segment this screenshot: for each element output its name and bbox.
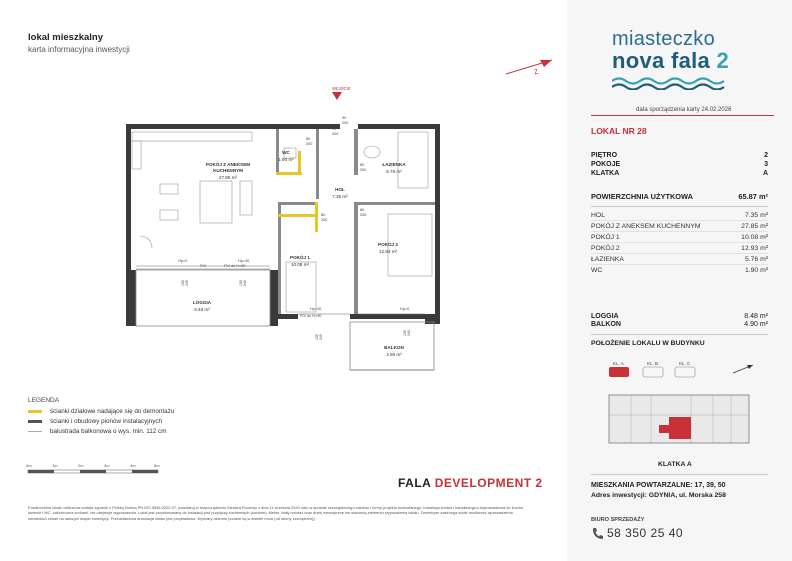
address: Adres inwestycji: GDYNIA, ul. Morska 258: [591, 492, 726, 499]
svg-text:WEJŚCIE: WEJŚCIE: [332, 86, 351, 91]
svg-text:80: 80: [360, 163, 365, 167]
logo-number: 2: [716, 48, 730, 73]
svg-text:200: 200: [342, 121, 349, 125]
svg-text:80: 80: [306, 137, 311, 141]
legend-item: ścianki i obudowy pionów instalacyjnych: [28, 418, 162, 425]
svg-text:FIX: FIX: [200, 264, 206, 268]
apartment-highlight: [669, 417, 691, 439]
svg-text:200: 200: [321, 218, 328, 222]
sales-office-label: BIURO SPRZEDAŻY: [591, 517, 645, 523]
room-row: HOL 7.35 m²: [591, 212, 768, 219]
svg-text:27.85 m²: 27.85 m²: [218, 175, 238, 180]
svg-text:155: 155: [403, 330, 407, 336]
klatka-a-marker: [609, 367, 629, 377]
svg-text:FIX do H=90: FIX do H=90: [224, 264, 246, 268]
entrance-arrow-icon: [332, 92, 342, 100]
svg-text:POKÓJ Z ANEKSEM: POKÓJ Z ANEKSEM: [205, 162, 251, 167]
svg-text:POKÓJ 1: POKÓJ 1: [290, 255, 310, 260]
svg-text:Hp=0: Hp=0: [178, 259, 188, 263]
svg-text:80: 80: [321, 213, 326, 217]
room-row: WC 1.90 m²: [591, 267, 768, 274]
logo-waves-icon: [612, 76, 732, 90]
svg-text:POKÓJ 2: POKÓJ 2: [378, 242, 398, 247]
svg-text:90: 90: [342, 116, 347, 120]
svg-text:80: 80: [360, 208, 365, 212]
svg-text:Hp=30: Hp=30: [238, 259, 250, 263]
svg-text:245: 245: [185, 280, 189, 286]
similar-apartments: MIESZKANIA POWTARZALNE: 17, 39, 50: [591, 482, 726, 489]
svg-text:LOGGIA: LOGGIA: [192, 300, 212, 305]
date-label: data sporządzenia karty 24.02.2026: [636, 107, 732, 113]
room-row: POKÓJ 1 10.08 m²: [591, 234, 768, 241]
logo-text-top: miasteczko: [612, 28, 716, 50]
svg-text:5.76 m²: 5.76 m²: [386, 169, 402, 174]
legend-swatch: [28, 431, 42, 432]
location-caption: KLATKA A: [658, 461, 692, 468]
svg-text:12.93 m²: 12.93 m²: [378, 249, 398, 254]
legend-swatch: [28, 410, 42, 413]
legend-swatch: [28, 420, 42, 423]
svg-text:155: 155: [181, 280, 185, 286]
svg-text:10.08 m²: 10.08 m²: [290, 262, 310, 267]
location-title: POŁOŻENIE LOKALU W BUDYNKU: [591, 340, 705, 347]
svg-text:KUCHENNYM: KUCHENNYM: [213, 168, 243, 173]
lokal-number: LOKAL NR 28: [591, 126, 647, 136]
legend-item: balustrada balkonowa o wys. min. 112 cm: [28, 428, 166, 435]
svg-text:245: 245: [407, 330, 411, 336]
svg-text:200: 200: [332, 132, 339, 136]
room-row: POKÓJ 2 12.93 m²: [591, 245, 768, 252]
document-title: lokal mieszkalny: [28, 32, 103, 43]
svg-text:KL. C: KL. C: [679, 361, 691, 366]
divider: [591, 334, 768, 335]
svg-text:4m: 4m: [130, 463, 136, 468]
svg-text:8.48 m²: 8.48 m²: [194, 307, 210, 312]
svg-text:90: 90: [332, 127, 337, 131]
svg-text:1m: 1m: [52, 463, 58, 468]
svg-text:200: 200: [360, 168, 367, 172]
building-location-map: [591, 355, 768, 455]
compass-icon: [500, 52, 560, 82]
svg-text:0m: 0m: [26, 463, 32, 468]
document-subtitle: karta informacyjna inwestycji: [28, 45, 130, 54]
logo-text-bottom: [612, 48, 729, 74]
svg-text:245: 245: [319, 334, 323, 340]
legend-title: LEGENDA: [28, 397, 60, 404]
svg-text:4.90 m²: 4.90 m²: [386, 352, 402, 357]
disclaimer-text: Powierzchnia lokalu obliczona została zgodnie z Polską Normą PN ISO 9836:2022-07, powołaną w rozporządzeniu Ministra Rozwoju z dnia 11 września 2020 roku w sprawie szczegółowego zakresu i formy projektu budowlanego. Instalacja wodna i kanalizacyjna doprowadzona do kuchni, łazienki i WC, zakończona korkami, nie obejmuje wyposażenia. Lokal jest przystosowany do instalacji pod przyłączy kuchennych (kuchnie). Meble, biały montaż oraz drzwi wewnętrzne nie stanowią elementu wyposażenia lokalu. Deweloper zastrzega sobie możliwość wprowadzenia niewielkich zmian na dalszym etapie inwestycji. Przedstawiona aranżacja lokalu jest przykładowa. Wymiary okienne podane są w świetle muru (od strony zewnętrznej).: [28, 505, 525, 521]
svg-text:200: 200: [306, 142, 313, 146]
detail-row-floor: PIĘTRO 2: [591, 152, 768, 159]
developer-logo: FALA DEVELOPMENT 2: [398, 476, 543, 490]
svg-text:3m: 3m: [104, 463, 110, 468]
svg-text:7.35 m²: 7.35 m²: [332, 194, 348, 199]
scale-bar: [24, 460, 174, 480]
klatka-b-marker: [643, 367, 663, 377]
svg-text:200: 200: [360, 213, 367, 217]
svg-text:BALKON: BALKON: [384, 345, 404, 350]
divider: [591, 115, 774, 116]
detail-row-klatka: KLATKA A: [591, 170, 768, 177]
phone-number[interactable]: 58 350 25 40: [607, 526, 684, 540]
usable-area-row: POWIERZCHNIA UŻYTKOWA 65.87 m²: [591, 192, 768, 201]
svg-text:1.90 m²: 1.90 m²: [278, 157, 294, 162]
detail-row-rooms: POKOJE 3: [591, 161, 768, 168]
svg-text:155: 155: [239, 280, 243, 286]
svg-text:ŁAZIENKA: ŁAZIENKA: [382, 162, 406, 167]
svg-text:FIX do H=90: FIX do H=90: [300, 314, 322, 318]
extra-row-balkon: BALKON 4.90 m²: [591, 321, 768, 328]
svg-text:KL. A: KL. A: [613, 361, 624, 366]
svg-text:5m: 5m: [154, 463, 160, 468]
svg-text:245: 245: [243, 280, 247, 286]
svg-text:KL. B: KL. B: [647, 361, 659, 366]
svg-text:Hp=0: Hp=0: [400, 307, 410, 311]
phone-icon: [591, 527, 603, 541]
legend-item: ścianki działowe nadające się do demontażu: [28, 408, 174, 415]
divider: [591, 206, 768, 207]
divider: [591, 474, 768, 475]
logo-name: nova fala: [612, 48, 711, 73]
svg-text:155: 155: [315, 334, 319, 340]
extra-row-loggia: LOGGIA 8.48 m²: [591, 313, 768, 320]
svg-text:2m: 2m: [78, 463, 84, 468]
svg-text:HOL: HOL: [335, 187, 345, 192]
klatka-c-marker: [675, 367, 695, 377]
svg-text:WC: WC: [282, 150, 290, 155]
svg-text:Hp=30: Hp=30: [310, 307, 322, 311]
room-row: POKÓJ Z ANEKSEM KUCHENNYM 27.85 m²: [591, 223, 768, 230]
room-row: ŁAZIENKA 5.76 m²: [591, 256, 768, 263]
svg-text:Z: Z: [533, 68, 540, 77]
floor-plan: [110, 86, 450, 376]
